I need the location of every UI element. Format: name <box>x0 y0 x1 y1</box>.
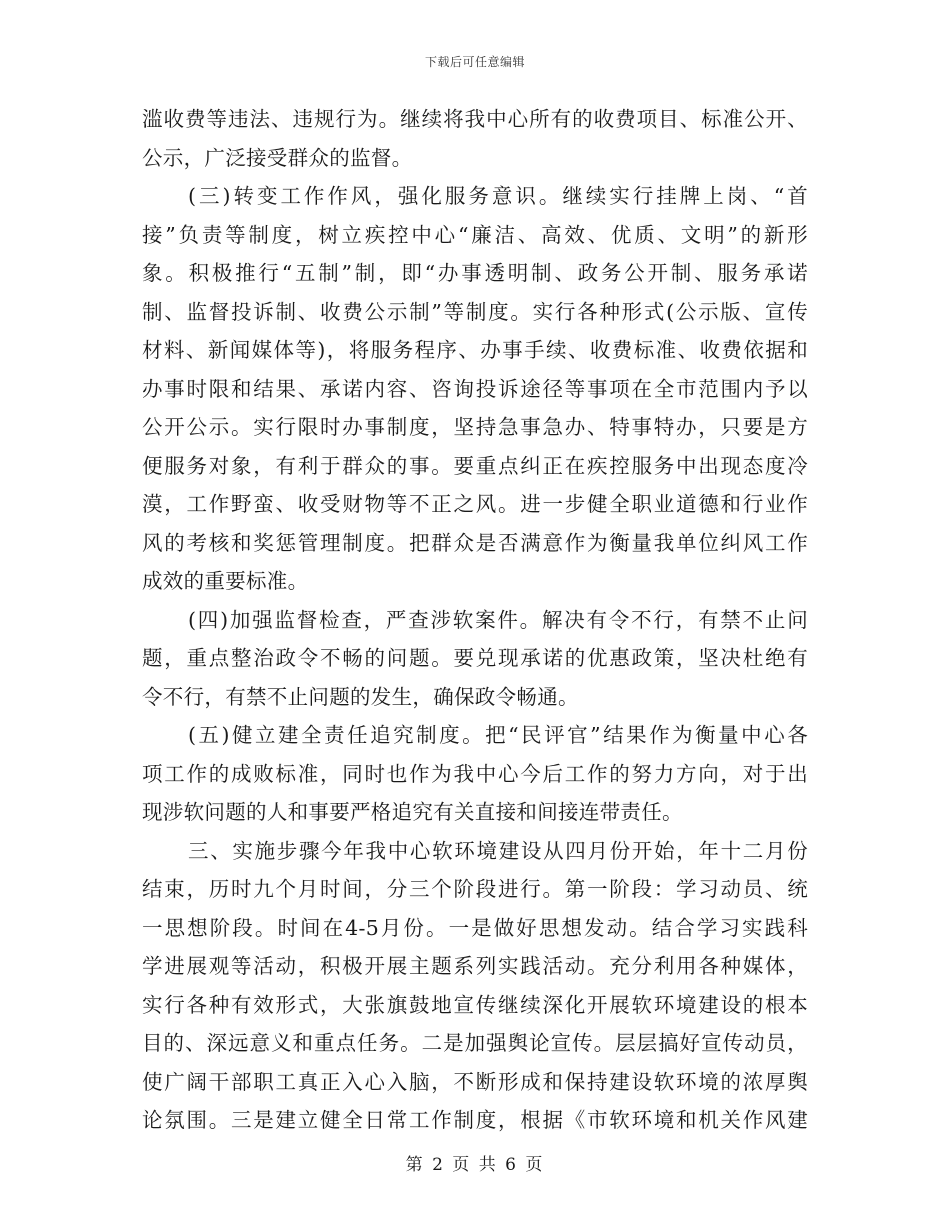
page-header: 下载后可任意编辑 <box>424 55 525 69</box>
text-line: 成效的重要标准。 <box>142 569 309 593</box>
text-line: 题，重点整治政令不畅的问题。要兑现承诺的优惠政策，坚决杜绝有 <box>142 646 808 670</box>
paragraph <box>142 177 808 601</box>
text-line: 项工作的成败标准，同时也作为我中心今后工作的努力方向，对于出 <box>142 761 808 786</box>
text-line: 结束，历时九个月时间，分三个阶段进行。第一阶段：学习动员、统 <box>142 877 808 901</box>
page-number: 第 2 页 共 6 页 <box>405 1155 545 1175</box>
document-body <box>142 100 808 1140</box>
paragraph <box>142 832 808 1140</box>
text-line: 办事时限和结果、承诺内容、咨询投诉途径等事项在全市范围内予以 <box>142 376 808 401</box>
text-line: 接”负责等制度，树立疾控中心“廉洁、高效、优质、文明”的新形 <box>142 222 808 247</box>
text-line: 一思想阶段。时间在4-5月份。一是做好思想发动。结合学习实践科 <box>142 915 808 940</box>
text-line: 制、监督投诉制、收费公示制”等制度。实行各种形式(公示版、宣传 <box>142 299 808 324</box>
text-line: 论氛围。三是建立健全日常工作制度，根据《市软环境和机关作风建 <box>142 1108 808 1132</box>
text-line: (四)加强监督检查，严查涉软案件。解决有令不行，有禁不止问 <box>188 607 808 632</box>
text-line: 材料、新闻媒体等)，将服务程序、办事手续、收费标准、收费依据和 <box>142 338 808 362</box>
text-line: 公示，广泛接受群众的监督。 <box>142 145 413 170</box>
text-line: 实行各种有效形式，大张旗鼓地宣传继续深化开展软环境建设的根本 <box>142 992 808 1017</box>
text-line: 使广阔干部职工真正入心入脑，不断形成和保持建设软环境的浓厚舆 <box>142 1069 808 1094</box>
text-line: 学进展观等活动，积极开展主题系列实践活动。充分利用各种媒体， <box>142 954 808 978</box>
text-line: 风的考核和奖惩管理制度。把群众是否满意作为衡量我单位纠风工作 <box>142 530 808 555</box>
paragraph <box>142 601 808 717</box>
paragraph <box>142 100 808 177</box>
text-line: 漠，工作野蛮、收受财物等不正之风。进一步健全职业道德和行业作 <box>142 492 808 516</box>
text-line: 三、实施步骤今年我中心软环境建设从四月份开始，年十二月份 <box>188 838 808 863</box>
text-line: 公开公示。实行限时办事制度，坚持急事急办、特事特办，只要是方 <box>142 415 808 439</box>
text-line: 象。积极推行“五制”制，即“办事透明制、政务公开制、服务承诺 <box>142 261 808 285</box>
text-line: 目的、深远意义和重点任务。二是加强舆论宣传。层层搞好宣传动员， <box>142 1031 808 1055</box>
text-line: 令不行，有禁不止问题的发生，确保政令畅通。 <box>142 684 579 709</box>
text-line: 滥收费等违法、违规行为。继续将我中心所有的收费项目、标准公开、 <box>142 107 808 131</box>
text-line: 现涉软问题的人和事要严格追究有关直接和间接连带责任。 <box>142 800 683 824</box>
paragraph <box>142 716 808 832</box>
text-line: (五)健立建全责任追究制度。把“民评官”结果作为衡量中心各 <box>188 723 808 747</box>
text-line: (三)转变工作作风，强化服务意识。继续实行挂牌上岗、“首 <box>188 184 808 208</box>
text-line: 便服务对象，有利于群众的事。要重点纠正在疾控服务中出现态度冷 <box>142 453 808 478</box>
